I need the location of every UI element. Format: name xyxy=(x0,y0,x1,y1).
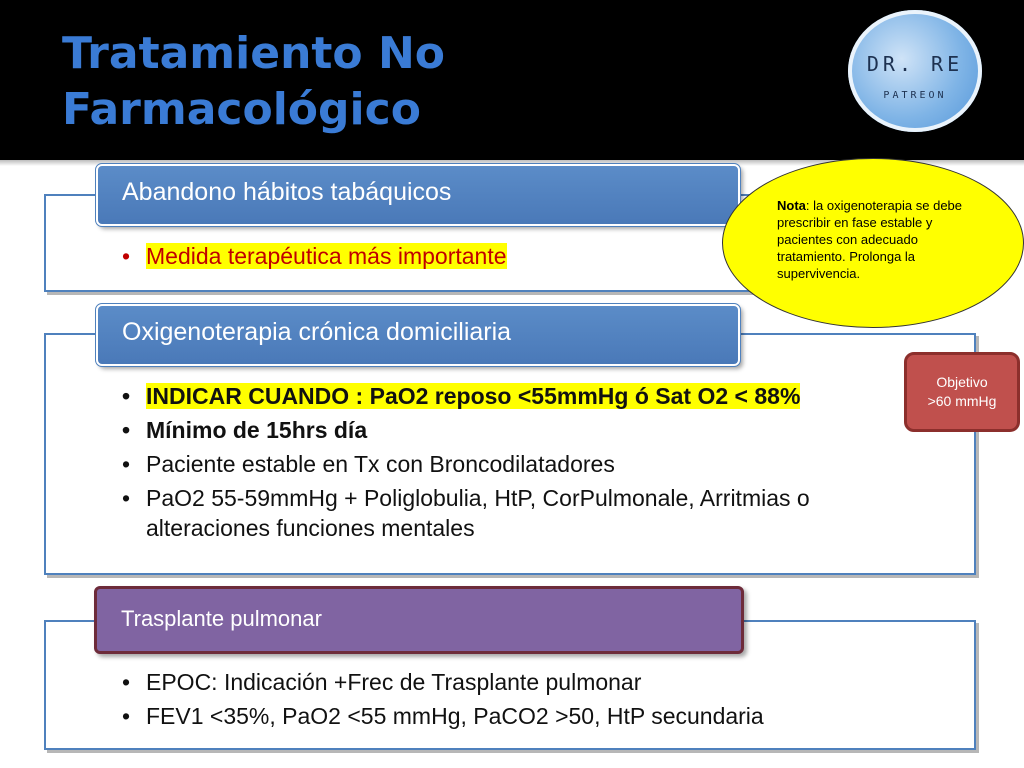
section-smoking-bullets xyxy=(122,241,682,275)
section-smoking-heading: Abandono hábitos tabáquicos xyxy=(122,178,452,206)
bullet-text: PaO2 55-59mmHg + Poliglobulia, HtP, CorPulmonale, Arritmias o alteraciones funciones mentales xyxy=(146,485,810,541)
logo-main-text: DR. RE xyxy=(866,52,964,76)
section-oxygen-heading-tab xyxy=(96,304,740,366)
bullet-item xyxy=(122,241,682,271)
slide-title: Tratamiento No Farmacológico xyxy=(62,28,446,135)
bullet-text: Paciente estable en Tx con Broncodilatadores xyxy=(146,451,615,477)
objective-value: >60 mmHg xyxy=(927,393,997,409)
section-oxygen-bullets xyxy=(122,381,902,547)
section-oxygen-heading: Oxigenoterapia crónica domiciliaria xyxy=(122,318,512,346)
section-transplant-heading-tab xyxy=(94,586,744,654)
logo-sub-text: PATREON xyxy=(883,90,947,101)
note-label: Nota xyxy=(777,198,806,213)
bullet-item xyxy=(122,381,902,411)
dr-re-logo xyxy=(848,10,982,132)
note-callout xyxy=(722,158,1024,328)
section-smoking-heading-tab xyxy=(96,164,740,226)
bullet-item xyxy=(122,701,902,731)
bullet-item xyxy=(122,667,902,697)
bullet-text: Mínimo de 15hrs día xyxy=(146,417,368,443)
bullet-text: INDICAR CUANDO : PaO2 reposo <55mmHg ó Sat O2 < 88% xyxy=(146,383,801,409)
section-transplant-heading: Trasplante pulmonar xyxy=(121,606,322,631)
bullet-text: Medida terapéutica más importante xyxy=(146,243,507,269)
bullet-item xyxy=(122,449,902,479)
objective-callout xyxy=(904,352,1020,432)
section-transplant-bullets xyxy=(122,667,902,735)
bullet-text: FEV1 <35%, PaO2 <55 mmHg, PaCO2 >50, HtP secundaria xyxy=(146,703,764,729)
note-body: : la oxigenoterapia se debe prescribir en fase estable y pacientes con adecuado tratamiento. Prolonga la supervivencia. xyxy=(777,198,963,281)
bullet-item xyxy=(122,483,902,543)
bullet-item xyxy=(122,415,902,445)
objective-label: Objetivo xyxy=(936,374,988,390)
note-text-block xyxy=(777,197,977,282)
bullet-text: EPOC: Indicación +Frec de Trasplante pulmonar xyxy=(146,669,642,695)
